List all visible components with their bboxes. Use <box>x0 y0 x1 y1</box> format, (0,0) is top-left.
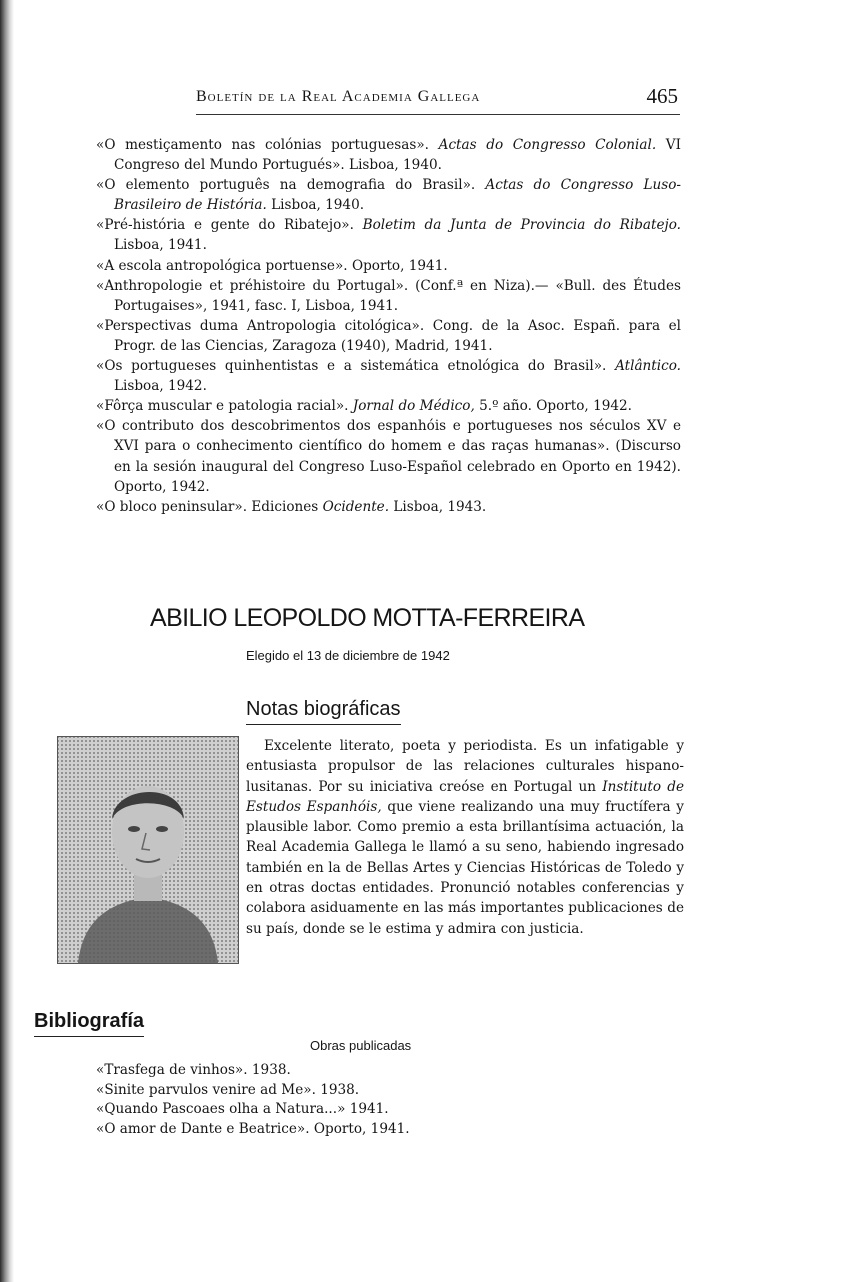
page-number: 465 <box>646 84 678 108</box>
reference-list <box>96 135 681 517</box>
author-portrait <box>57 736 239 964</box>
reference-item: «Os portugueses quinhentistas e a sistemática etnológica do Brasil». Atlântico. Lisboa, 1942. <box>96 358 681 395</box>
running-header <box>196 84 680 115</box>
portrait-figure <box>58 737 238 963</box>
work-item: «Quando Pascoaes olha a Natura...» 1941. <box>96 1101 389 1118</box>
reference-item: «Pré-história e gente do Ribatejo». Boletim da Junta de Provincia do Ribatejo. Lisboa, 1941. <box>96 217 681 254</box>
reference-item: «O bloco peninsular». Ediciones Ocidente. Lisboa, 1943. <box>96 498 487 515</box>
reference-item: «O elemento português na demografia do Brasil». Actas do Congresso Luso-Brasileiro de História. Lisboa, 1940. <box>96 177 681 214</box>
work-item: «Trasfega de vinhos». 1938. <box>96 1062 291 1078</box>
reference-item: «Fôrça muscular e patologia racial». Jornal do Médico, 5.º año. Oporto, 1942. <box>96 398 632 415</box>
works-list <box>96 1061 681 1139</box>
obras-publicadas-subheading: Obras publicadas <box>310 1038 412 1053</box>
reference-item: «Perspectivas duma Antropologia citológica». Cong. de la Asoc. Españ. para el Progr. de las Ciencias, Zaragoza (1940), Madrid, 1941. <box>96 317 681 354</box>
author-name-heading: ABILIO LEOPOLDO MOTTA-FERREIRA <box>150 604 585 632</box>
reference-item: «A escola antropológica portuense». Oporto, 1941. <box>96 257 448 274</box>
reference-item: «O mestiçamento nas colónias portuguesas». Actas do Congresso Colonial. VI Congreso del Mundo Portugués». Lisboa, 1940. <box>96 137 681 174</box>
reference-item: «O contributo dos descobrimentos dos espanhóis e portugueses nos séculos XV e XVI para o conhecimento científico do homem e das raças humanas». (Discurso en la sesión inaugural del Congreso Luso-Español celebrado en Oporto en 1942). Oporto, 1942. <box>96 418 681 495</box>
election-date: Elegido el 13 de diciembre de 1942 <box>246 648 450 663</box>
biography-paragraph: Excelente literato, poeta y periodista. Es un infatigable y entusiasta propulsor de las relaciones culturales hispano-lusitanas. Por su iniciativa creóse en Portugal un Instituto de Estudos Espanhóis, que viene realizando una muy fructífera y plausible labor. Como premio a esta brillantísima actuación, la Real Academia Gallega le llamó a su seno, habiendo ingresado también en la de Bellas Artes y Ciencias Históricas de Toledo y en otras doctas entidades. Pronunció notables conferencias y colabora asiduamente en las más importantes publicaciones de su país, donde se le estima y admira con justicia. <box>246 738 684 937</box>
bibliografia-heading: Bibliografía <box>34 1010 144 1037</box>
book-spine-edge <box>0 0 14 1282</box>
notas-heading: Notas biográficas <box>246 698 401 725</box>
reference-item: «Anthropologie et préhistoire du Portugal». (Conf.ª en Niza).— «Bull. des Études Portugaises», 1941, fasc. I, Lisboa, 1941. <box>96 277 681 314</box>
journal-title: Boletín de la Real Academia Gallega <box>196 88 481 105</box>
work-item: «Sinite parvulos venire ad Me». 1938. <box>96 1081 360 1098</box>
work-item: «O amor de Dante e Beatrice». Oporto, 1941. <box>96 1120 410 1137</box>
